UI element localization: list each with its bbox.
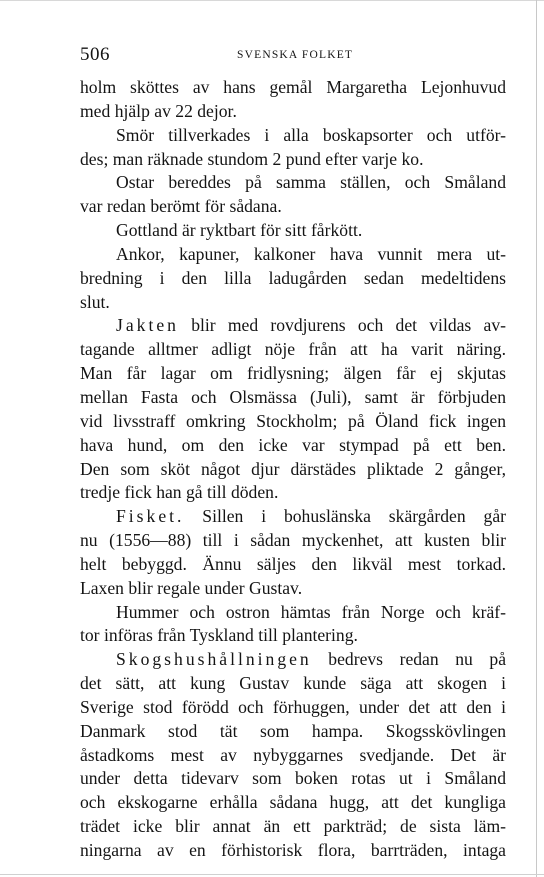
line-text: Danmark stod tät som hampa. Skogsskövlingen bbox=[80, 720, 506, 741]
text-line bbox=[80, 243, 506, 267]
text-line bbox=[80, 505, 506, 529]
page-bottom-edge bbox=[0, 874, 544, 875]
line-text: des; man räknade stundom 2 pund efter varje ko. bbox=[80, 148, 424, 169]
text-line bbox=[80, 100, 506, 124]
line-text: Ostar bereddes på samma ställen, och Småland bbox=[116, 172, 506, 193]
line-text: Laxen blir regale under Gustav. bbox=[80, 577, 303, 598]
page-top-edge bbox=[0, 0, 544, 1]
text-line bbox=[80, 171, 506, 195]
line-text: bedrevs redan nu på bbox=[311, 649, 506, 670]
line-text: och ekskogarne erhålla sådana hugg, att det kungliga bbox=[80, 792, 506, 813]
line-text: Gottland är ryktbart för sitt fårkött. bbox=[116, 220, 363, 241]
line-text: Sverige stod förödd och förhuggen, under det att den i bbox=[80, 696, 506, 717]
text-line bbox=[80, 219, 506, 243]
text-line bbox=[80, 839, 506, 863]
line-text: helt bebyggd. Ännu säljes den likväl mest torkad. bbox=[80, 553, 506, 574]
line-text: Smör tillverkades i alla boskapsorter och utför- bbox=[116, 124, 506, 145]
text-line bbox=[80, 767, 506, 791]
text-line bbox=[80, 76, 506, 100]
line-text: Man får lagar om fridlysning; älgen får ej skjutas bbox=[80, 363, 506, 384]
text-line bbox=[80, 815, 506, 839]
text-line bbox=[80, 195, 506, 219]
text-line bbox=[80, 624, 506, 648]
text-line bbox=[80, 481, 506, 505]
body-text bbox=[80, 76, 506, 863]
line-text: trädet icke blir annat än ett parkträd; de sista läm- bbox=[80, 816, 506, 837]
spaced-heading: Fisket. bbox=[116, 506, 185, 527]
line-text: tor införas från Tyskland till plantering. bbox=[80, 625, 358, 646]
text-line bbox=[80, 434, 506, 458]
text-line bbox=[80, 601, 506, 625]
line-text: det sätt, att kung Gustav kunde säga att skogen i bbox=[80, 673, 506, 694]
text-line bbox=[80, 720, 506, 744]
text-line bbox=[80, 338, 506, 362]
line-text: Ankor, kapuner, kalkoner hava vunnit mera ut- bbox=[116, 243, 506, 264]
line-text: blir med rovdjurens och det vildas av- bbox=[178, 315, 506, 336]
text-line bbox=[80, 314, 506, 338]
line-text: Hummer och ostron hämtas från Norge och kräf- bbox=[116, 601, 506, 622]
line-text: var redan berömt för sådana. bbox=[80, 196, 282, 217]
line-text: holm sköttes av hans gemål Margaretha Lejonhuvud bbox=[80, 77, 506, 97]
line-text: Den som sköt något djur därstädes pliktade 2 gånger, bbox=[80, 458, 506, 479]
text-line bbox=[80, 124, 506, 148]
text-line bbox=[80, 362, 506, 386]
page-right-edge bbox=[536, 0, 537, 877]
spaced-heading: Jakten bbox=[116, 315, 179, 336]
line-text: ningarna av en förhistorisk flora, barrträden, intaga bbox=[80, 840, 506, 860]
text-line bbox=[80, 744, 506, 768]
line-text: under detta tidevarv som boken rotas ut i Småland bbox=[80, 768, 506, 789]
line-text: hava hund, om den icke var stympad på ett ben. bbox=[80, 434, 506, 455]
text-line bbox=[80, 577, 506, 601]
text-line bbox=[80, 648, 506, 672]
line-text: mellan Fasta och Olsmässa (Juli), samt är förbjuden bbox=[80, 386, 506, 407]
text-line bbox=[80, 458, 506, 482]
text-line bbox=[80, 553, 506, 577]
line-text: med hjälp av 22 dejor. bbox=[80, 100, 237, 121]
text-line bbox=[80, 148, 506, 172]
line-text: vid livsstraff omkring Stockholm; på Öland fick ingen bbox=[80, 410, 506, 431]
text-line bbox=[80, 696, 506, 720]
line-text: slut. bbox=[80, 291, 110, 312]
spaced-heading: Skogshushållningen bbox=[116, 649, 312, 670]
line-text: tredje fick han gå till döden. bbox=[80, 482, 279, 503]
line-text: åstadkoms mest av nybyggarnes svedjande. Det är bbox=[80, 744, 506, 765]
text-line bbox=[80, 410, 506, 434]
line-text: Sillen i bohuslänska skärgården går bbox=[184, 506, 506, 527]
line-text: bredning i den lilla ladugården sedan medeltidens bbox=[80, 267, 506, 288]
text-line bbox=[80, 291, 506, 315]
text-line bbox=[80, 529, 506, 553]
running-title: SVENSKA FOLKET bbox=[237, 49, 354, 61]
text-line bbox=[80, 672, 506, 696]
line-text: nu (1556—88) till i sådan myckenhet, att kusten blir bbox=[80, 530, 506, 551]
line-text: tagande alltmer adligt nöje från att ha varit näring. bbox=[80, 339, 506, 360]
page-number: 506 bbox=[80, 44, 110, 65]
text-line bbox=[80, 267, 506, 291]
text-line bbox=[80, 791, 506, 815]
running-head bbox=[80, 44, 504, 68]
text-line bbox=[80, 386, 506, 410]
